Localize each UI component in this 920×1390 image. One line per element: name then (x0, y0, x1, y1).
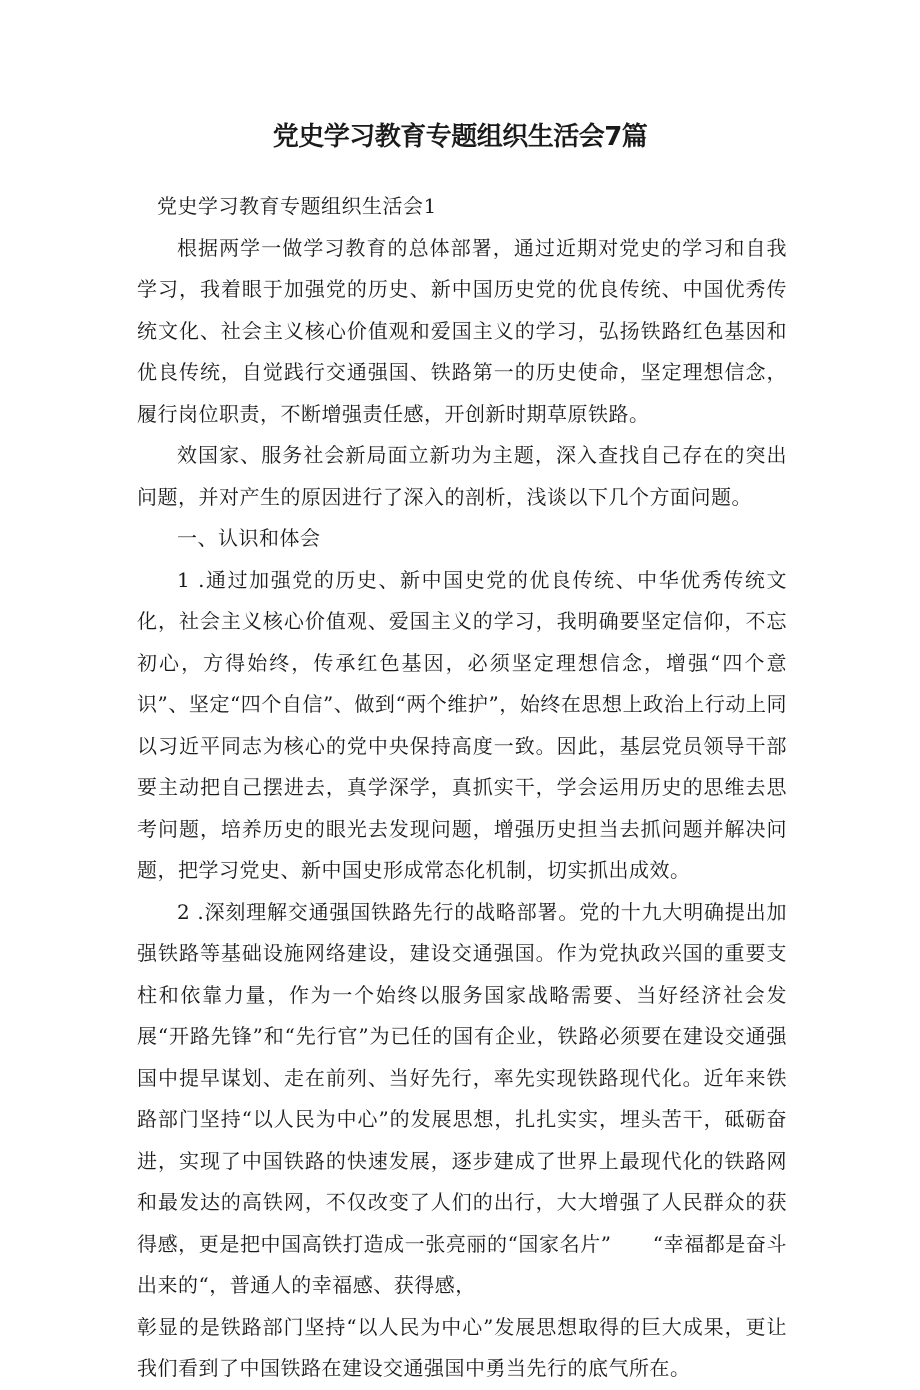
document-body (137, 186, 787, 1390)
section-subtitle: 党史学习教育专题组织生活会1 (157, 194, 437, 218)
document-title: 党史学习教育专题组织生活会7篇 (272, 122, 648, 152)
paragraph: 根据两学一做学习教育的总体部署，通过近期对党史的学习和自我学习，我着眼于加强党的历史、新中国历史党的优良传统、中国优秀传统文化、社会主义核心价值观和爱国主义的学习，弘扬铁路红色基因和优良传统，自觉践行交通强国、铁路第一的历史使命，坚定理想信念，履行岗位职责，不断增强责任感，开创新时期草原铁路。 (137, 235, 787, 426)
section-heading: 一、认识和体会 (177, 526, 321, 550)
paragraph: 1 .通过加强党的历史、新中国史党的优良传统、中华优秀传统文化，社会主义核心价值观、爱国主义的学习，我明确要坚定信仰，不忘初心，方得始终，传承红色基因，必须坚定理想信念，增强“四个意识”、坚定“四个自信”、做到“两个维护”，始终在思想上政治上行动上同以习近平同志为核心的党中央保持高度一致。因此，基层党员领导干部要主动把自己摆进去，真学深学，真抓实干，学会运用历史的思维去思考问题，培养历史的眼光去发现问题，增强历史担当去抓问题并解决问题，把学习党史、新中国史形成常态化机制，切实抓出成效。 (137, 567, 787, 882)
paragraph: 效国家、服务社会新局面立新功为主题，深入查找自己存在的突出问题，并对产生的原因进行了深入的剖析，浅谈以下几个方面问题。 (137, 443, 787, 509)
paragraph: 彰显的是铁路部门坚持“以人民为中心”发展思想取得的巨大成果，更让我们看到了中国铁路在建设交通强国中勇当先行的底气所在。 (137, 1314, 787, 1380)
paragraph: 2 .深刻理解交通强国铁路先行的战略部署。党的十九大明确提出加强铁路等基础设施网络建设，建设交通强国。作为党执政兴国的重要支柱和依靠力量，作为一个始终以服务国家战略需要、当好经济社会发展“开路先锋”和“先行官”为已任的国有企业，铁路必须要在建设交通强国中提早谋划、走在前列、当好先行，率先实现铁路现代化。近年来铁路部门坚持“以人民为中心”的发展思想，扎扎实实，埋头苦干，砥砺奋进，实现了中国铁路的快速发展，逐步建成了世界上最现代化的铁路网和最发达的高铁网，不仅改变了人们的出行，大大增强了人民群众的获得感，更是把中国高铁打造成一张亮丽的“国家名片” “幸福都是奋斗出来的“，普通人的幸福感、获得感， (137, 899, 787, 1297)
